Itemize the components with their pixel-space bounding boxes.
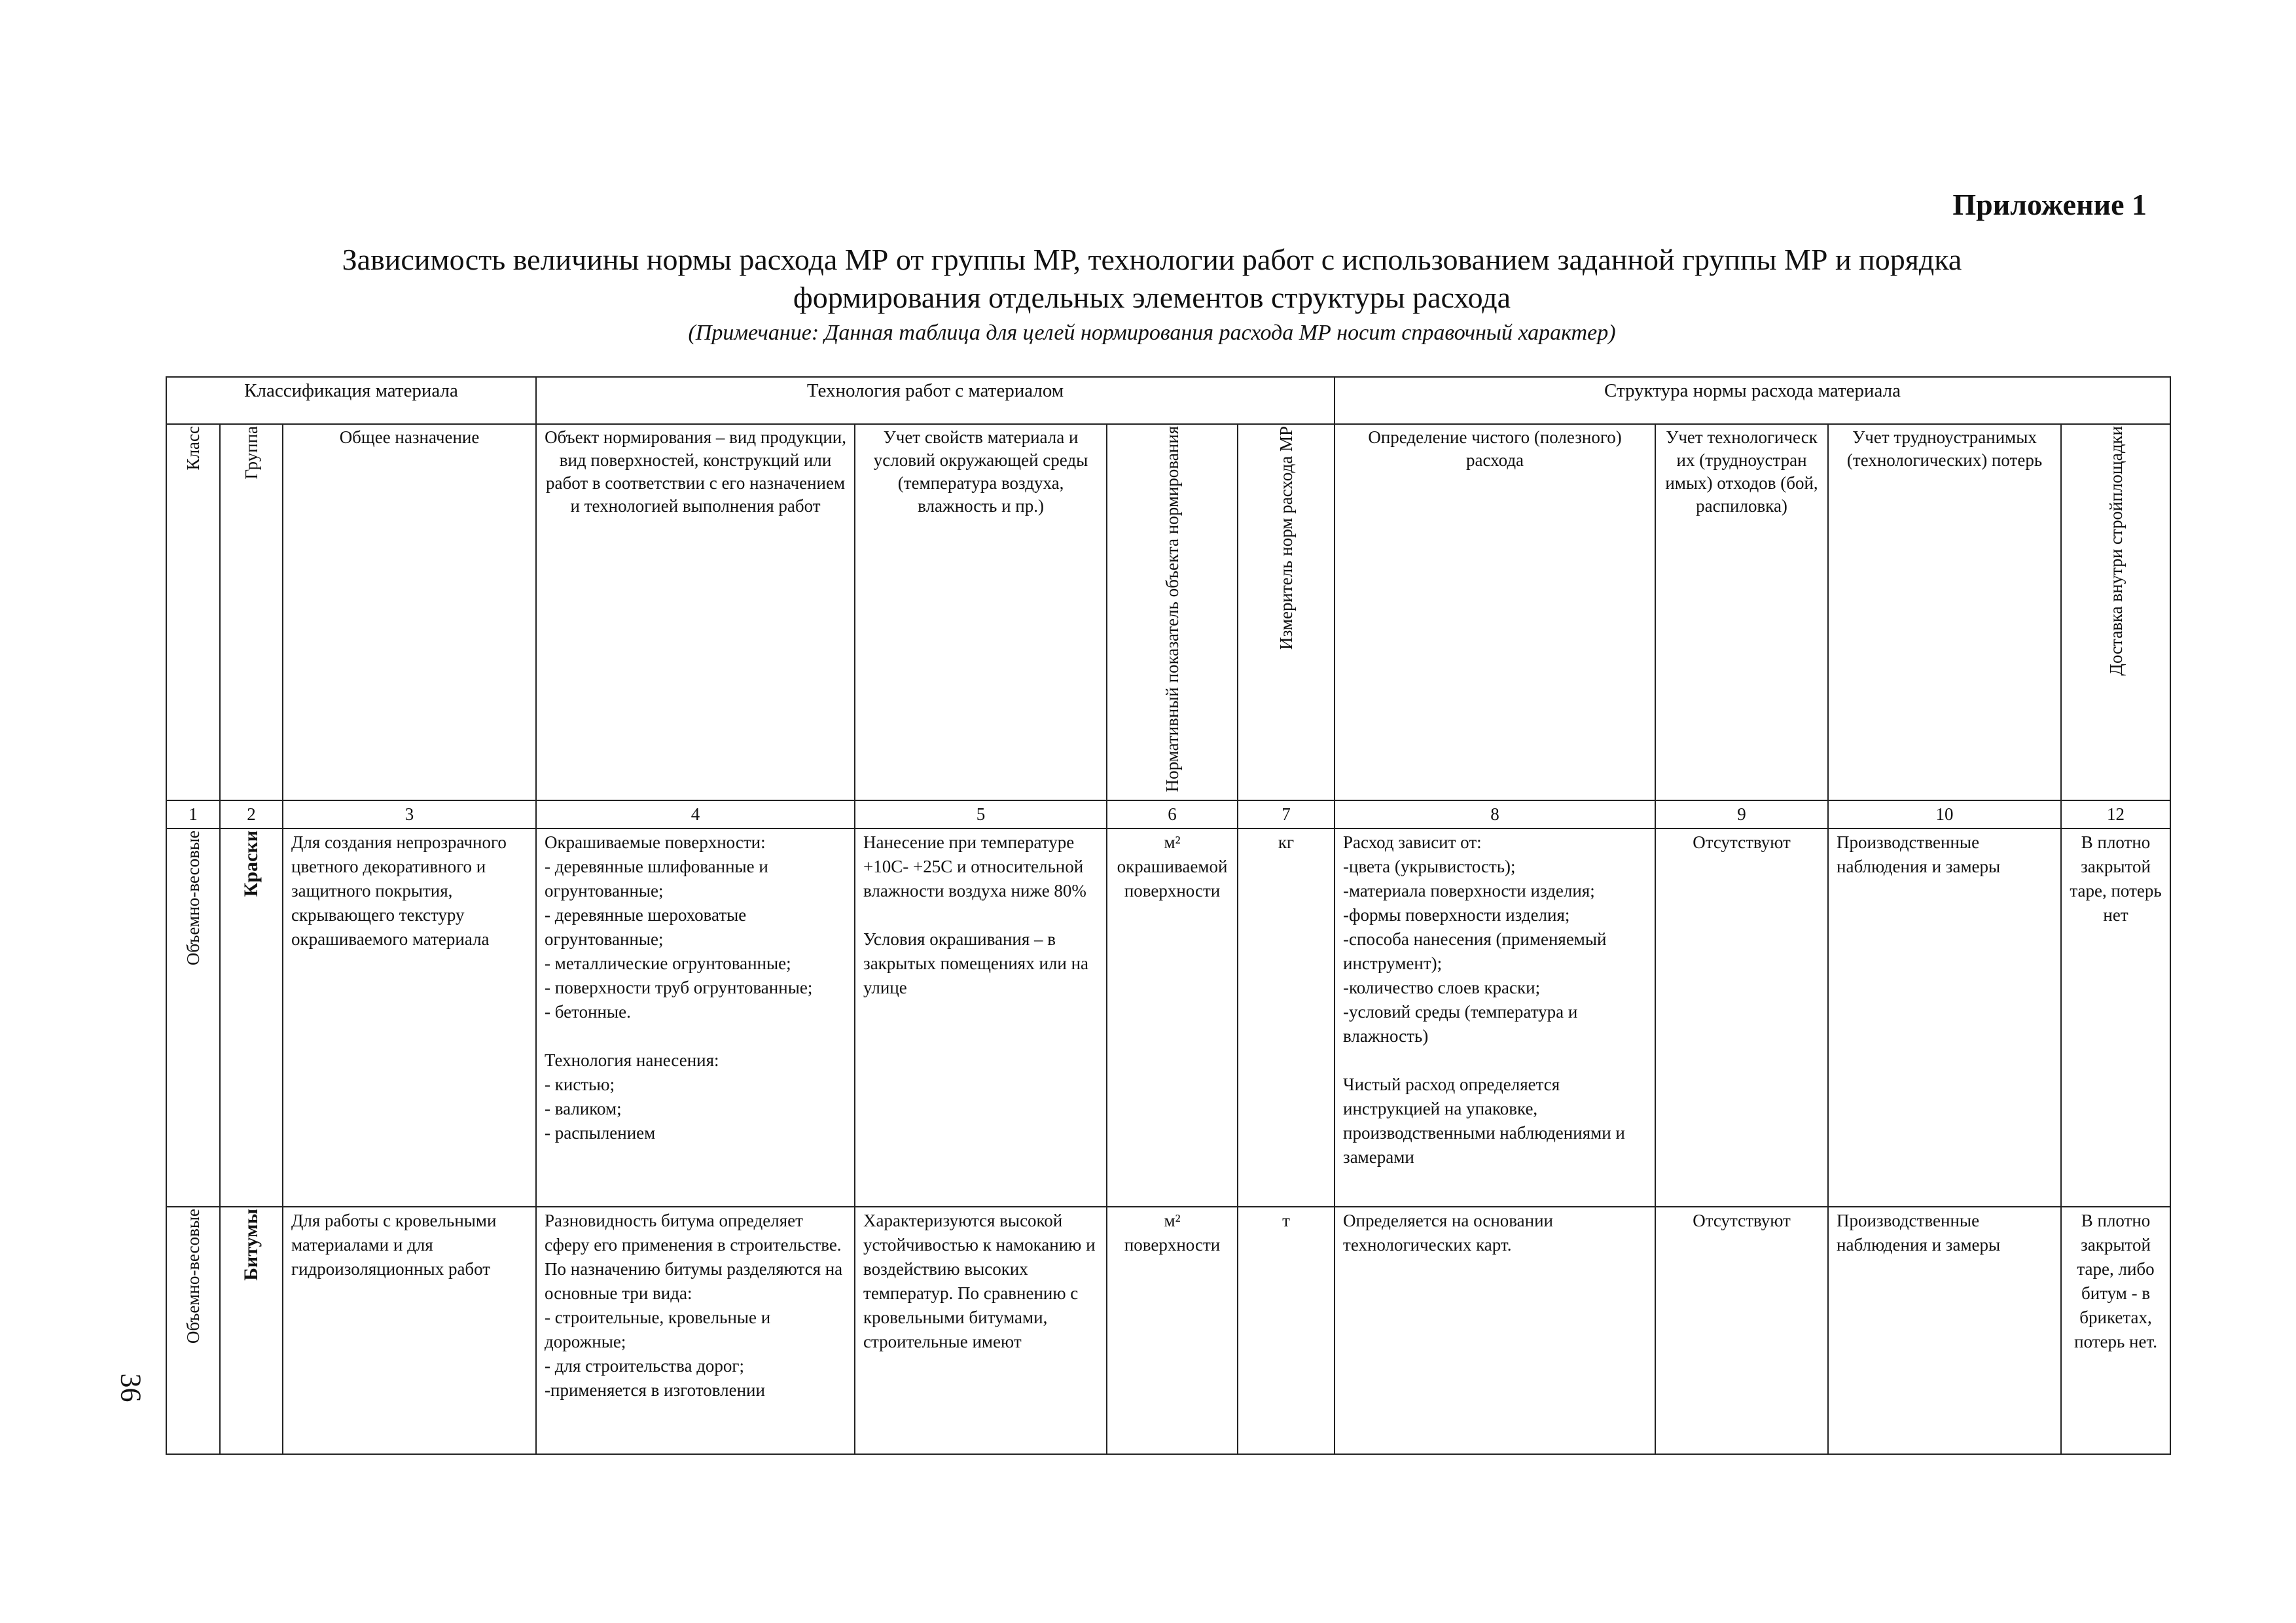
column-number: 10 <box>1828 800 2061 829</box>
column-number: 3 <box>283 800 536 829</box>
header-net: Определение чистого (полезного) расхода <box>1335 424 1655 800</box>
page-number: 36 <box>115 1373 147 1402</box>
row-delivery: В плотно закрытой таре, либо битум - в брикетах, потерь нет. <box>2061 1207 2170 1454</box>
appendix-label: Приложение 1 <box>1952 188 2147 221</box>
row-meter: т <box>1238 1207 1335 1454</box>
row-waste: Отсутствуют <box>1655 1207 1828 1454</box>
header-delivery: Доставка внутри стройплощадки <box>2061 424 2170 800</box>
column-number: 1 <box>166 800 220 829</box>
row-properties: Характеризуются высокой устойчивостью к намоканию и воздействию высоких температур. По сравнению с кровельными битумами, строительные имеют <box>855 1207 1107 1454</box>
row-delivery: В плотно закрытой таре, потерь нет <box>2061 829 2170 1207</box>
row-klass: Объемно-весовые <box>166 829 220 1207</box>
document-title-line-2: формирования отдельных элементов структуры расхода <box>793 281 1511 314</box>
row-waste: Отсутствуют <box>1655 829 1828 1207</box>
column-number: 7 <box>1238 800 1335 829</box>
row-normative: м² поверхности <box>1107 1207 1238 1454</box>
row-gruppa: Краски <box>220 829 283 1207</box>
column-number: 6 <box>1107 800 1238 829</box>
header-object: Объект нормирования – вид продукции, вид поверхностей, конструкций или работ в соответствии с его назначением и технологией выполнения работ <box>536 424 855 800</box>
table-note: (Примечание: Данная таблица для целей нормирования расхода МР носит справочный характер) <box>688 321 1616 345</box>
row-losses: Производственные наблюдения и замеры <box>1828 1207 2061 1454</box>
row-gruppa: Битумы <box>220 1207 283 1454</box>
group-header-technology: Технология работ с материалом <box>536 377 1335 424</box>
row-properties: Нанесение при температуре +10С- +25С и относительной влажности воздуха ниже 80% Условия окрашивания – в закрытых помещениях или на улице <box>855 829 1107 1207</box>
header-waste: Учет технологическ их (трудноустран имых) отходов (бой, распиловка) <box>1655 424 1828 800</box>
row-object: Разновидность битума определяет сферу его применения в строительстве. По назначению битумы разделяются на основные три вида: - строительные, кровельные и дорожные; - для строительства дорог; -применяется в изготовлении <box>536 1207 855 1454</box>
column-number: 2 <box>220 800 283 829</box>
row-net: Расход зависит от: -цвета (укрывистость); -материала поверхности изделия; -формы поверхности изделия; -способа нанесения (применяемый инструмент); -количество слоев краски; -условий среды (температура и влажность) Чистый расход определяется инструкцией на упаковке, производственными наблюдениями и замерами <box>1335 829 1655 1207</box>
header-properties: Учет свойств материала и условий окружающей среды (температура воздуха, влажность и пр.) <box>855 424 1107 800</box>
column-number: 9 <box>1655 800 1828 829</box>
column-number: 4 <box>536 800 855 829</box>
header-meter: Измеритель норм расхода МР <box>1238 424 1335 800</box>
document-title-line-1: Зависимость величины нормы расхода МР от группы МР, технологии работ с использованием заданной группы МР и порядка <box>342 243 1962 276</box>
row-purpose: Для создания непрозрачного цветного декоративного и защитного покрытия, скрывающего текстуру окрашиваемого материала <box>283 829 536 1207</box>
row-klass: Объемно-весовые <box>166 1207 220 1454</box>
column-number: 8 <box>1335 800 1655 829</box>
norms-table <box>166 376 2171 1455</box>
table-row <box>166 829 2170 1207</box>
row-losses: Производственные наблюдения и замеры <box>1828 829 2061 1207</box>
header-losses: Учет трудноустранимых (технологических) потерь <box>1828 424 2061 800</box>
column-number: 12 <box>2061 800 2170 829</box>
row-object: Окрашиваемые поверхности: - деревянные шлифованные и огрунтованные; - деревянные шероховатые огрунтованные; - металлические огрунтованные; - поверхности труб огрунтованные; - бетонные. Технология нанесения: - кистью; - валиком; - распылением <box>536 829 855 1207</box>
header-normative: Нормативный показатель объекта нормирования <box>1107 424 1238 800</box>
group-header-classification: Классификация материала <box>166 377 536 424</box>
header-klass: Класс <box>166 424 220 800</box>
row-net: Определяется на основании технологических карт. <box>1335 1207 1655 1454</box>
column-number: 5 <box>855 800 1107 829</box>
table-row <box>166 1207 2170 1454</box>
header-purpose: Общее назначение <box>283 424 536 800</box>
row-normative: м² окрашиваемой поверхности <box>1107 829 1238 1207</box>
row-purpose: Для работы с кровельными материалами и для гидроизоляционных работ <box>283 1207 536 1454</box>
header-gruppa: Группа <box>220 424 283 800</box>
row-meter: кг <box>1238 829 1335 1207</box>
group-header-structure: Структура нормы расхода материала <box>1335 377 2170 424</box>
